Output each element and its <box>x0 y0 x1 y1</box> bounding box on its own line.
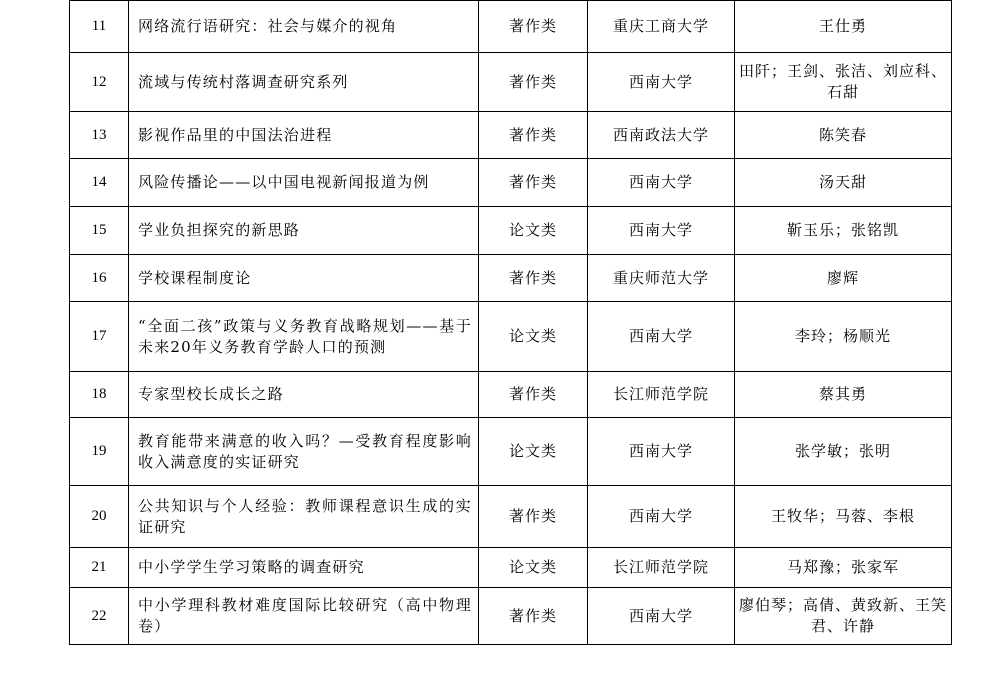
work-title: “全面二孩”政策与义务教育战略规划——基于未来20年义务教育学龄人口的预测 <box>129 302 479 372</box>
work-authors: 马郑豫；张家军 <box>735 548 952 588</box>
work-unit: 西南大学 <box>588 302 735 372</box>
work-title: 学校课程制度论 <box>129 255 479 302</box>
work-authors: 王牧华；马蓉、李根 <box>735 486 952 548</box>
table-row <box>70 159 952 207</box>
work-unit: 西南大学 <box>588 53 735 112</box>
work-title: 中小学理科教材难度国际比较研究（高中物理卷） <box>129 588 479 645</box>
work-title: 流域与传统村落调查研究系列 <box>129 53 479 112</box>
table-row <box>70 255 952 302</box>
row-number: 12 <box>70 53 129 112</box>
work-title: 影视作品里的中国法治进程 <box>129 112 479 159</box>
work-authors: 李玲；杨顺光 <box>735 302 952 372</box>
work-title: 专家型校长成长之路 <box>129 372 479 418</box>
work-unit: 西南政法大学 <box>588 112 735 159</box>
work-type: 著作类 <box>479 372 588 418</box>
work-title: 学业负担探究的新思路 <box>129 207 479 255</box>
work-title: 公共知识与个人经验：教师课程意识生成的实证研究 <box>129 486 479 548</box>
row-number: 14 <box>70 159 129 207</box>
work-unit: 西南大学 <box>588 159 735 207</box>
work-authors: 汤天甜 <box>735 159 952 207</box>
work-unit: 西南大学 <box>588 486 735 548</box>
work-type: 著作类 <box>479 53 588 112</box>
work-title: 教育能带来满意的收入吗？—受教育程度影响收入满意度的实证研究 <box>129 418 479 486</box>
work-type: 著作类 <box>479 112 588 159</box>
work-type: 著作类 <box>479 255 588 302</box>
work-type: 著作类 <box>479 588 588 645</box>
work-unit: 长江师范学院 <box>588 548 735 588</box>
table-row <box>70 1 952 53</box>
work-authors: 王仕勇 <box>735 1 952 53</box>
work-type: 著作类 <box>479 486 588 548</box>
row-number: 16 <box>70 255 129 302</box>
work-type: 论文类 <box>479 548 588 588</box>
work-authors: 陈笑春 <box>735 112 952 159</box>
row-number: 17 <box>70 302 129 372</box>
awards-table <box>69 0 952 645</box>
row-number: 18 <box>70 372 129 418</box>
work-type: 著作类 <box>479 1 588 53</box>
work-type: 论文类 <box>479 302 588 372</box>
work-title: 风险传播论——以中国电视新闻报道为例 <box>129 159 479 207</box>
work-unit: 重庆工商大学 <box>588 1 735 53</box>
table-row <box>70 302 952 372</box>
table-row <box>70 418 952 486</box>
row-number: 21 <box>70 548 129 588</box>
work-unit: 西南大学 <box>588 588 735 645</box>
row-number: 13 <box>70 112 129 159</box>
row-number: 15 <box>70 207 129 255</box>
row-number: 20 <box>70 486 129 548</box>
table-row <box>70 112 952 159</box>
work-authors: 张学敏；张明 <box>735 418 952 486</box>
row-number: 19 <box>70 418 129 486</box>
work-title: 网络流行语研究：社会与媒介的视角 <box>129 1 479 53</box>
work-title: 中小学学生学习策略的调查研究 <box>129 548 479 588</box>
work-unit: 西南大学 <box>588 207 735 255</box>
table-row <box>70 588 952 645</box>
work-authors: 靳玉乐；张铭凯 <box>735 207 952 255</box>
work-authors: 廖辉 <box>735 255 952 302</box>
table-row <box>70 53 952 112</box>
work-type: 论文类 <box>479 418 588 486</box>
work-unit: 长江师范学院 <box>588 372 735 418</box>
work-type: 论文类 <box>479 207 588 255</box>
row-number: 11 <box>70 1 129 53</box>
work-unit: 重庆师范大学 <box>588 255 735 302</box>
work-authors: 廖伯琴；高倩、黄致新、王笑君、许静 <box>735 588 952 645</box>
table-row <box>70 548 952 588</box>
row-number: 22 <box>70 588 129 645</box>
work-type: 著作类 <box>479 159 588 207</box>
table-row <box>70 486 952 548</box>
work-unit: 西南大学 <box>588 418 735 486</box>
table-row <box>70 372 952 418</box>
table-row <box>70 207 952 255</box>
work-authors: 田阡；王剑、张洁、刘应科、石甜 <box>735 53 952 112</box>
work-authors: 蔡其勇 <box>735 372 952 418</box>
